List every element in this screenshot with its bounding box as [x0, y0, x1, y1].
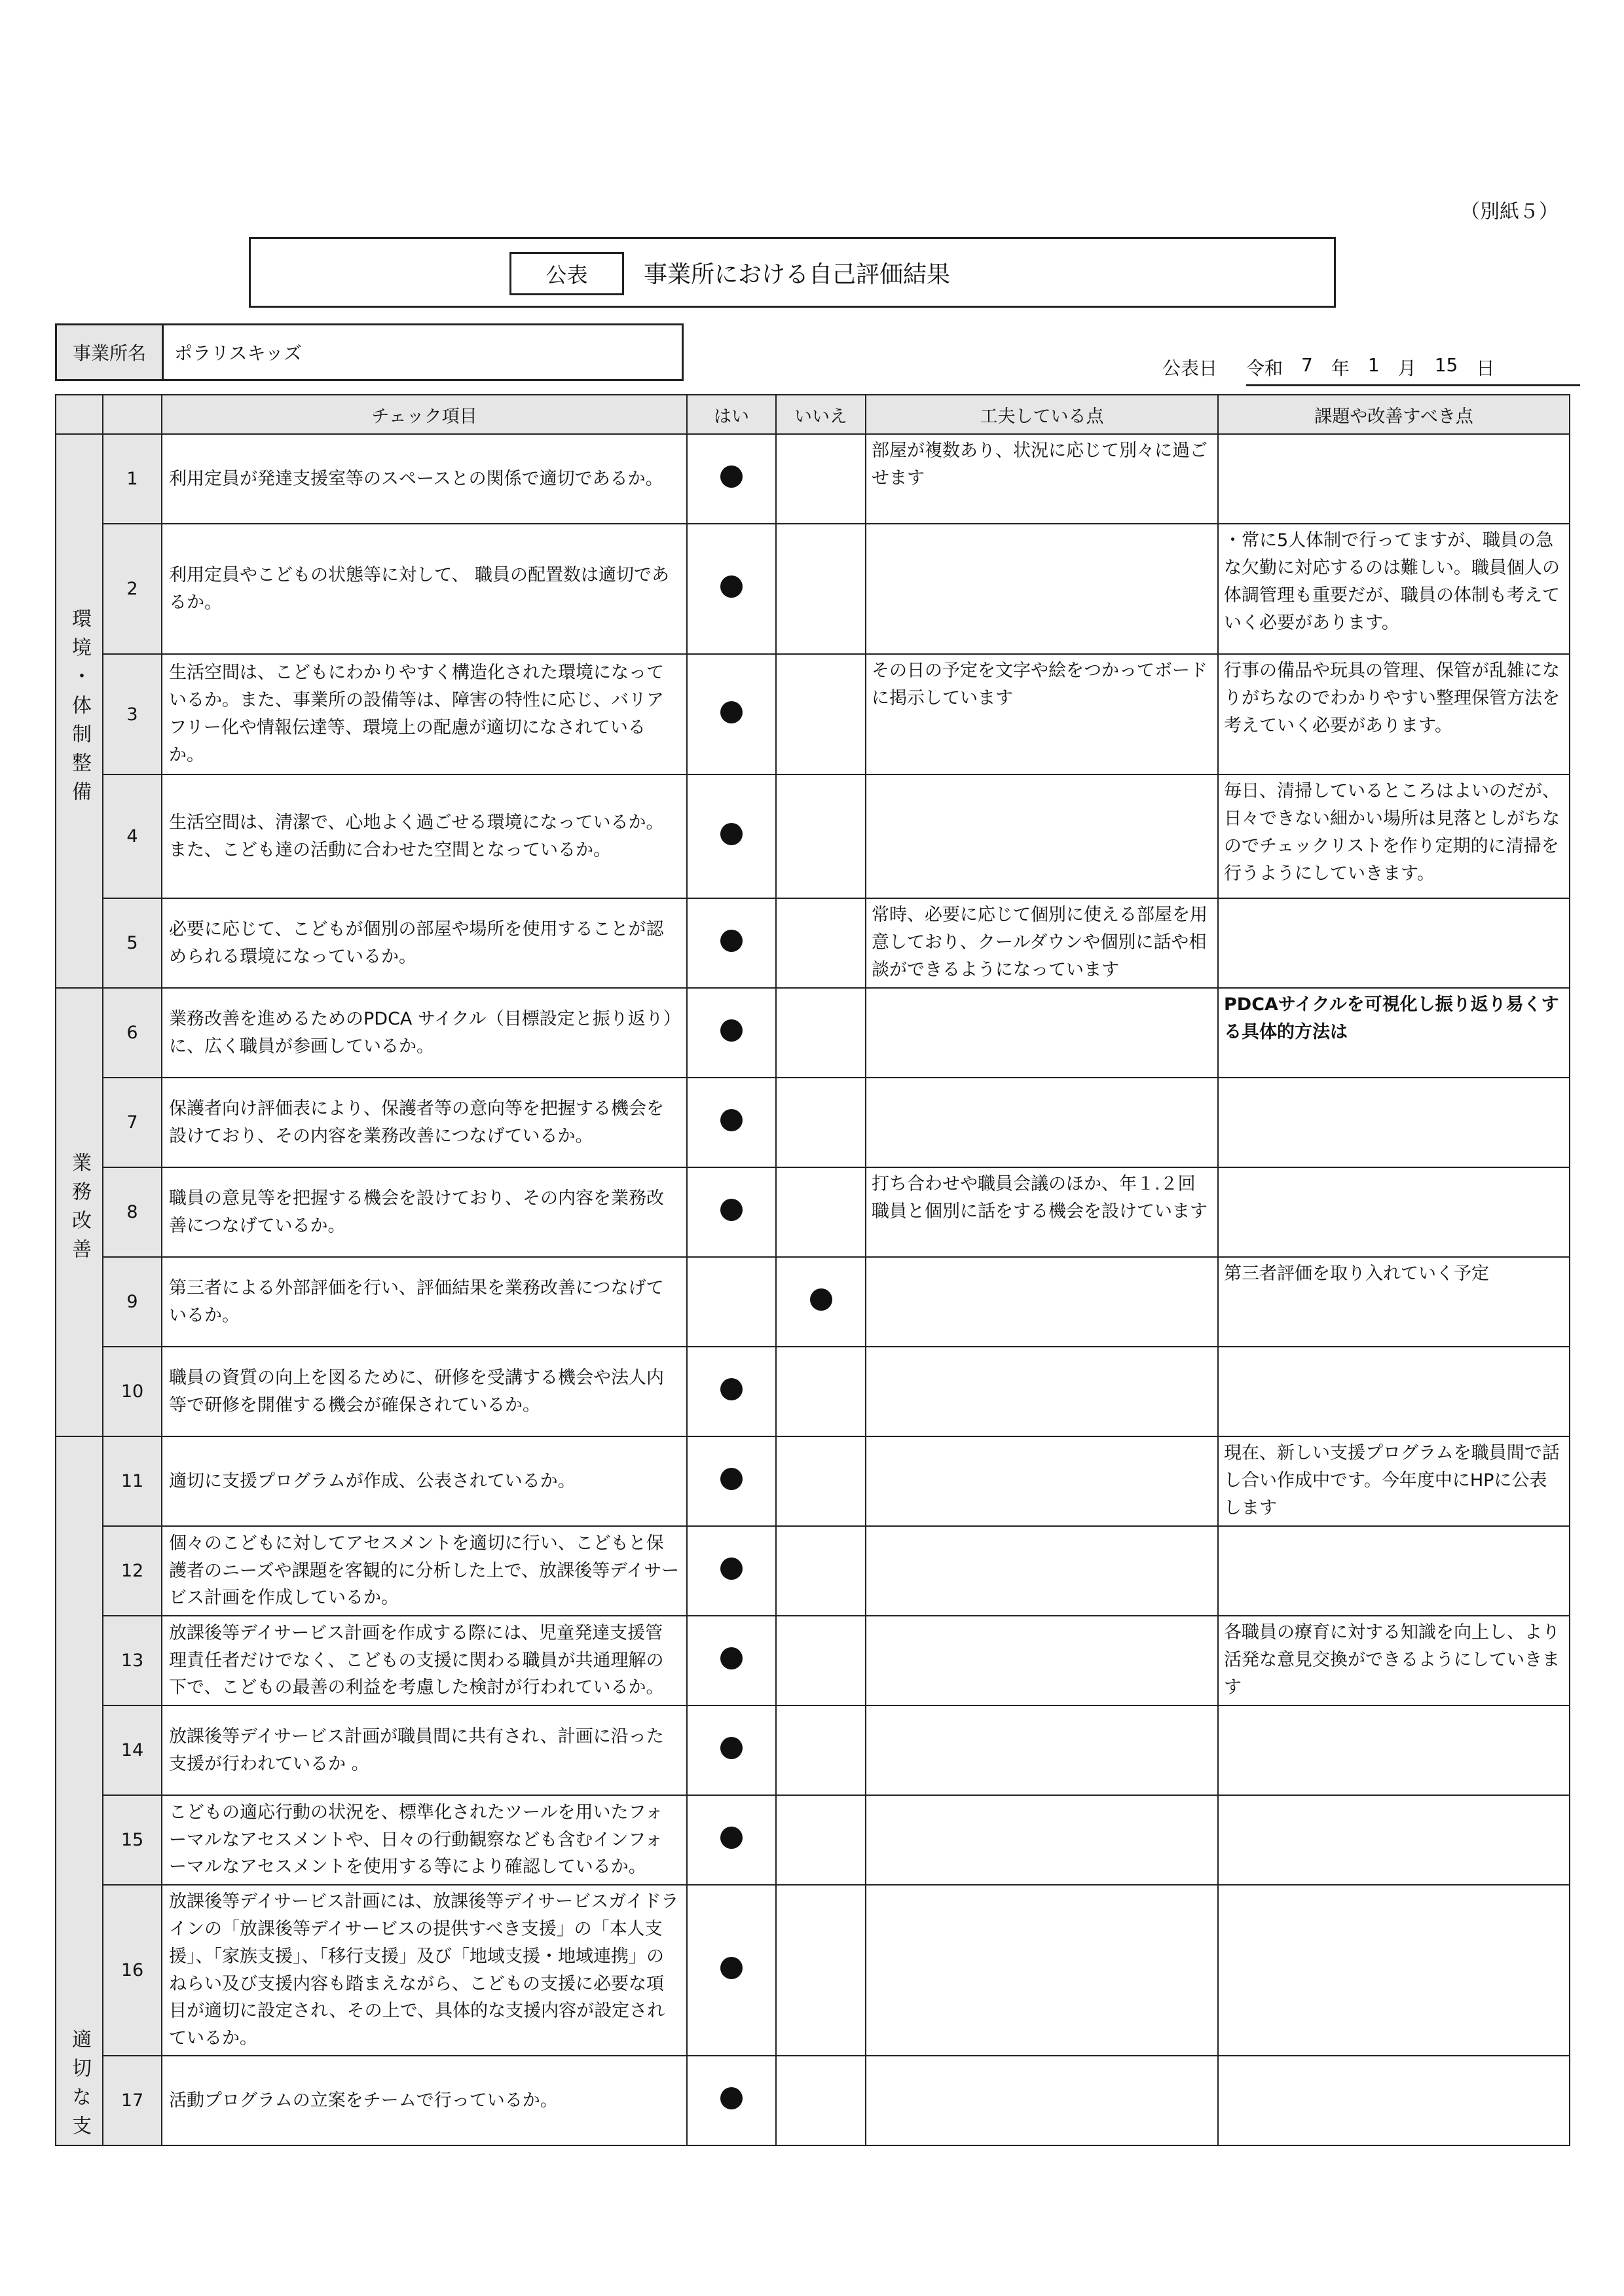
filled-circle-icon: [720, 1558, 743, 1580]
issue-text: [1218, 1347, 1570, 1436]
filled-circle-icon: [720, 2087, 743, 2109]
effort-text: [866, 1795, 1218, 1885]
category-label: 適切な支: [68, 2029, 91, 2144]
check-item-text: 生活空間は、こどもにわかりやすく構造化された環境になっているか。また、事業所の設備等は、障害の特性に応じ、バリアフリー化や情報伝達等、環境上の配慮が適切になされているか。: [162, 654, 687, 774]
office-box: [55, 323, 684, 381]
public-tag: 公表: [509, 252, 624, 295]
item-number: 4: [103, 774, 162, 898]
effort-text: [866, 1885, 1218, 2056]
check-item-text: 業務改善を進めるためのPDCA サイクル（目標設定と振り返り）に、広く職員が参画しているか。: [162, 988, 687, 1078]
filled-circle-icon: [720, 465, 743, 488]
effort-text: [866, 1347, 1218, 1436]
category-label: 環境・体制整備: [68, 608, 91, 810]
yes-cell: [687, 1078, 776, 1167]
table-row: [56, 1616, 1570, 1705]
item-number: 7: [103, 1078, 162, 1167]
header-no: いいえ: [776, 395, 866, 434]
item-number: 16: [103, 1885, 162, 2056]
no-cell: [776, 1167, 866, 1257]
yes-cell: [687, 2056, 776, 2145]
yes-cell: [687, 1347, 776, 1436]
yes-cell: [687, 1526, 776, 1616]
table-row: [56, 1795, 1570, 1885]
check-item-text: 活動プログラムの立案をチームで行っているか。: [162, 2056, 687, 2145]
issue-text: 第三者評価を取り入れていく予定: [1218, 1257, 1570, 1347]
check-item-text: 職員の資質の向上を図るために、研修を受講する機会や法人内等で研修を開催する機会が確保されているか。: [162, 1347, 687, 1436]
yes-cell: [687, 1885, 776, 2056]
effort-text: [866, 1526, 1218, 1616]
page-title: 事業所における自己評価結果: [644, 261, 951, 288]
yes-cell: [687, 1257, 776, 1347]
filled-circle-icon: [720, 1019, 743, 1042]
effort-text: [866, 524, 1218, 654]
table-row: [56, 988, 1570, 1078]
header-yes: はい: [687, 395, 776, 434]
effort-text: 打ち合わせや職員会議のほか、年１.２回職員と個別に話をする機会を設けています: [866, 1167, 1218, 1257]
no-cell: [776, 524, 866, 654]
effort-text: [866, 774, 1218, 898]
no-cell: [776, 1436, 866, 1526]
table-row: [56, 1705, 1570, 1795]
check-item-text: 保護者向け評価表により、保護者等の意向等を把握する機会を設けており、その内容を業務改善につなげているか。: [162, 1078, 687, 1167]
effort-text: [866, 1257, 1218, 1347]
check-item-text: 放課後等デイサービス計画には、放課後等デイサービスガイドラインの「放課後等デイサービスの提供すべき支援」の「本人支援」、「家族支援」、「移行支援」及び「地域支援・地域連携」のねらい及び支援内容も踏まえながら、こどもの支援に必要な項目が適切に設定され、その上で、具体的な支援内容が設定されているか。: [162, 1885, 687, 2056]
table-row: [56, 2056, 1570, 2145]
check-item-text: 適切に支援プログラムが作成、公表されているか。: [162, 1436, 687, 1526]
filled-circle-icon: [810, 1288, 832, 1311]
item-number: 5: [103, 898, 162, 988]
table-row: [56, 898, 1570, 988]
no-cell: [776, 1347, 866, 1436]
issue-text: PDCAサイクルを可視化し振り返り易くする具体的方法は: [1218, 988, 1570, 1078]
effort-text: [866, 1616, 1218, 1705]
issue-text: [1218, 898, 1570, 988]
item-number: 15: [103, 1795, 162, 1885]
header-effort: 工夫している点: [866, 395, 1218, 434]
issue-text: [1218, 1526, 1570, 1616]
yes-cell: [687, 654, 776, 774]
no-cell: [776, 1705, 866, 1795]
attachment-note: （別紙５）: [1460, 200, 1559, 223]
header-number: [103, 395, 162, 434]
check-item-text: 放課後等デイサービス計画が職員間に共有され、計画に沿った支援が行われているか 。: [162, 1705, 687, 1795]
table-row: [56, 1526, 1570, 1616]
filled-circle-icon: [720, 823, 743, 845]
item-number: 12: [103, 1526, 162, 1616]
item-number: 14: [103, 1705, 162, 1795]
effort-text: [866, 1705, 1218, 1795]
yes-cell: [687, 898, 776, 988]
evaluation-table: [55, 394, 1570, 2146]
issue-text: [1218, 1705, 1570, 1795]
table-row: [56, 1167, 1570, 1257]
check-item-text: こどもの適応行動の状況を、標準化されたツールを用いたフォーマルなアセスメントや、日々の行動観察なども含むインフォーマルなアセスメントを使用する等により確認しているか。: [162, 1795, 687, 1885]
yes-cell: [687, 1167, 776, 1257]
check-item-text: 個々のこどもに対してアセスメントを適切に行い、こどもと保護者のニーズや課題を客観的に分析した上で、放課後等デイサービス計画を作成しているか。: [162, 1526, 687, 1616]
no-cell: [776, 988, 866, 1078]
issue-text: 行事の備品や玩具の管理、保管が乱雑になりがちなのでわかりやすい整理保管方法を考えていく必要があります。: [1218, 654, 1570, 774]
table-row: [56, 1257, 1570, 1347]
table-row: [56, 524, 1570, 654]
item-number: 6: [103, 988, 162, 1078]
yes-cell: [687, 1795, 776, 1885]
item-number: 1: [103, 434, 162, 524]
yes-cell: [687, 1436, 776, 1526]
no-cell: [776, 654, 866, 774]
category-cell: [56, 988, 103, 1436]
effort-text: 常時、必要に応じて個別に使える部屋を用意しており、クールダウンや個別に話や相談ができるようになっています: [866, 898, 1218, 988]
category-cell: [56, 434, 103, 988]
filled-circle-icon: [720, 701, 743, 723]
category-cell: [56, 1436, 103, 2145]
office-label: 事業所名: [57, 325, 164, 379]
no-cell: [776, 774, 866, 898]
check-item-text: 必要に応じて、こどもが個別の部屋や場所を使用することが認められる環境になっているか。: [162, 898, 687, 988]
check-item-text: 第三者による外部評価を行い、評価結果を業務改善につなげているか。: [162, 1257, 687, 1347]
table-row: [56, 1347, 1570, 1436]
item-number: 11: [103, 1436, 162, 1526]
publish-date-label: 公表日: [1162, 357, 1218, 379]
item-number: 2: [103, 524, 162, 654]
office-name: ポラリスキッズ: [174, 342, 302, 364]
yes-cell: [687, 1705, 776, 1795]
check-item-text: 放課後等デイサービス計画を作成する際には、児童発達支援管理責任者だけでなく、こどもの支援に関わる職員が共通理解の下で、こどもの最善の利益を考慮した検討が行われているか。: [162, 1616, 687, 1705]
yes-cell: [687, 524, 776, 654]
table-row: [56, 1078, 1570, 1167]
effort-text: 部屋が複数あり、状況に応じて別々に過ごせます: [866, 434, 1218, 524]
check-item-text: 利用定員が発達支援室等のスペースとの関係で適切であるか。: [162, 434, 687, 524]
effort-text: [866, 988, 1218, 1078]
filled-circle-icon: [720, 1378, 743, 1400]
yes-cell: [687, 774, 776, 898]
issue-text: [1218, 1078, 1570, 1167]
header-item: チェック項目: [162, 395, 687, 434]
filled-circle-icon: [720, 1957, 743, 1979]
table-row: [56, 434, 1570, 524]
effort-text: [866, 1436, 1218, 1526]
item-number: 9: [103, 1257, 162, 1347]
title-box: [249, 237, 1336, 308]
no-cell: [776, 434, 866, 524]
filled-circle-icon: [720, 575, 743, 598]
item-number: 3: [103, 654, 162, 774]
filled-circle-icon: [720, 1827, 743, 1849]
issue-text: [1218, 1795, 1570, 1885]
effort-text: [866, 2056, 1218, 2145]
issue-text: ・常に5人体制で行ってますが、職員の急な欠勤に対応するのは難しい。職員個人の体調管理も重要だが、職員の体制も考えていく必要があります。: [1218, 524, 1570, 654]
table-header-row: [56, 395, 1570, 434]
filled-circle-icon: [720, 1468, 743, 1490]
table-row: [56, 774, 1570, 898]
no-cell: [776, 2056, 866, 2145]
issue-text: 現在、新しい支援プログラムを職員間で話し合い作成中です。今年度中にHPに公表します: [1218, 1436, 1570, 1526]
check-item-text: 利用定員やこどもの状態等に対して、 職員の配置数は適切であるか。: [162, 524, 687, 654]
no-cell: [776, 1795, 866, 1885]
filled-circle-icon: [720, 1647, 743, 1669]
item-number: 10: [103, 1347, 162, 1436]
no-cell: [776, 1526, 866, 1616]
item-number: 8: [103, 1167, 162, 1257]
item-number: 13: [103, 1616, 162, 1705]
issue-text: [1218, 434, 1570, 524]
no-cell: [776, 1257, 866, 1347]
header-category: [56, 395, 103, 434]
effort-text: [866, 1078, 1218, 1167]
header-issue: 課題や改善すべき点: [1218, 395, 1570, 434]
yes-cell: [687, 434, 776, 524]
filled-circle-icon: [720, 1199, 743, 1221]
filled-circle-icon: [720, 930, 743, 952]
publish-date-value: 令和 7 年 1 月 15 日: [1246, 354, 1580, 386]
table-row: [56, 1436, 1570, 1526]
yes-cell: [687, 1616, 776, 1705]
no-cell: [776, 1616, 866, 1705]
check-item-text: 生活空間は、清潔で、心地よく過ごせる環境になっているか。また、こども達の活動に合わせた空間となっているか。: [162, 774, 687, 898]
issue-text: 各職員の療育に対する知識を向上し、より活発な意見交換ができるようにしていきます: [1218, 1616, 1570, 1705]
table-row: [56, 654, 1570, 774]
effort-text: その日の予定を文字や絵をつかってボードに掲示しています: [866, 654, 1218, 774]
issue-text: [1218, 1885, 1570, 2056]
no-cell: [776, 898, 866, 988]
no-cell: [776, 1885, 866, 2056]
filled-circle-icon: [720, 1109, 743, 1131]
yes-cell: [687, 988, 776, 1078]
table-row: [56, 1885, 1570, 2056]
item-number: 17: [103, 2056, 162, 2145]
no-cell: [776, 1078, 866, 1167]
check-item-text: 職員の意見等を把握する機会を設けており、その内容を業務改善につなげているか。: [162, 1167, 687, 1257]
issue-text: 毎日、清掃しているところはよいのだが、日々できない細かい場所は見落としがちなのでチェックリストを作り定期的に清掃を行うようにしていきます。: [1218, 774, 1570, 898]
filled-circle-icon: [720, 1737, 743, 1759]
publish-date: [1162, 354, 1580, 386]
issue-text: [1218, 2056, 1570, 2145]
category-label: 業務改善: [68, 1152, 91, 1267]
issue-text: [1218, 1167, 1570, 1257]
